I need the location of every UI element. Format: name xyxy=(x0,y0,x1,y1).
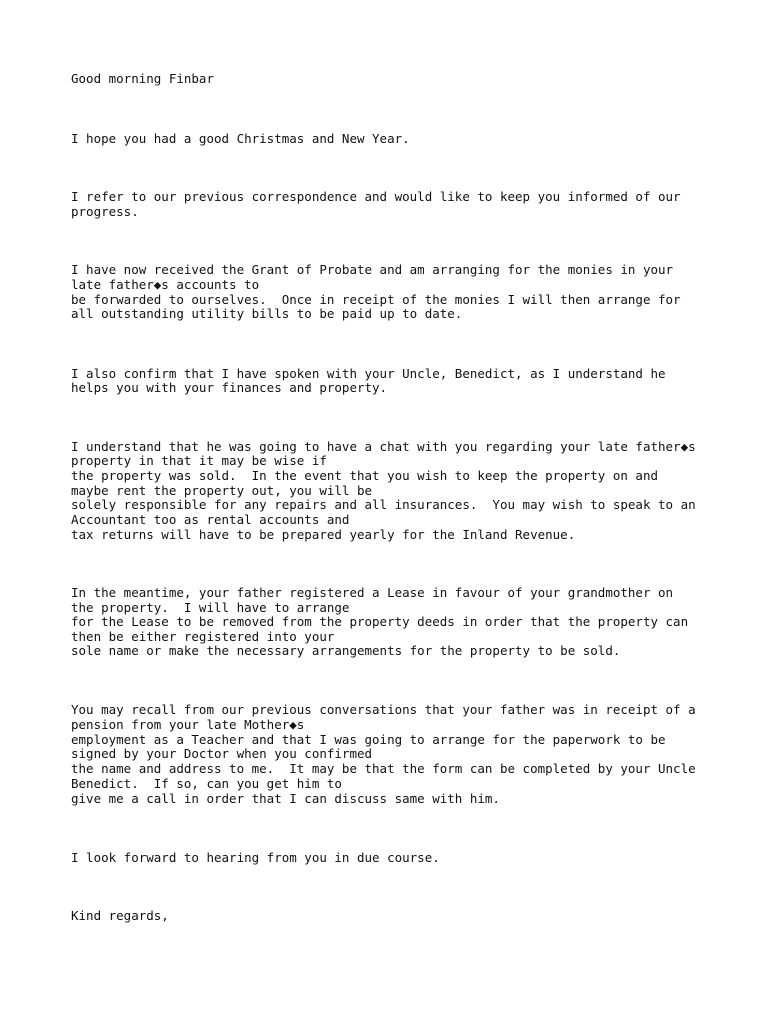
paragraph-7-line-5: the name and address to me. It may be that the form can be completed by your Uncle xyxy=(71,761,696,776)
paragraph-6-line-3: for the Lease to be removed from the property deeds in order that the property can xyxy=(71,614,689,629)
paragraph-3-line-3: be forwarded to ourselves. Once in receipt of the monies I will then arrange for xyxy=(71,292,681,307)
greeting: Good morning Finbar xyxy=(71,71,214,86)
paragraph-5-line-4: maybe rent the property out, you will be xyxy=(71,483,373,498)
paragraph-6-line-5: sole name or make the necessary arrangements for the property to be sold. xyxy=(71,643,621,658)
paragraph-7-line-4: signed by your Doctor when you confirmed xyxy=(71,746,373,761)
paragraph-7-line-1: You may recall from our previous conversations that your father was in receipt of a xyxy=(71,702,696,717)
paragraph-5-line-2: property in that it may be wise if xyxy=(71,453,327,468)
paragraph-5-line-1: I understand that he was going to have a chat with you regarding your late father◆s xyxy=(71,439,696,454)
paragraph-8-line-1: I look forward to hearing from you in due course. xyxy=(71,850,440,865)
paragraph-7-line-6: Benedict. If so, can you get him to xyxy=(71,776,342,791)
paragraph-6-line-4: then be either registered into your xyxy=(71,629,335,644)
paragraph-7-line-2: pension from your late Mother◆s xyxy=(71,717,305,732)
paragraph-6-line-1: In the meantime, your father registered a Lease in favour of your grandmother on xyxy=(71,585,674,600)
paragraph-4-line-1: I also confirm that I have spoken with your Uncle, Benedict, as I understand he xyxy=(71,366,666,381)
paragraph-7-line-3: employment as a Teacher and that I was going to arrange for the paperwork to be xyxy=(71,732,666,747)
paragraph-5-line-6: Accountant too as rental accounts and xyxy=(71,512,350,527)
paragraph-3-line-4: all outstanding utility bills to be paid up to date. xyxy=(71,306,463,321)
paragraph-5-line-7: tax returns will have to be prepared yearly for the Inland Revenue. xyxy=(71,527,576,542)
paragraph-1-line-1: I hope you had a good Christmas and New Year. xyxy=(71,131,410,146)
paragraph-2-line-1: I refer to our previous correspondence and would like to keep you informed of our xyxy=(71,189,681,204)
closing: Kind regards, xyxy=(71,908,169,923)
paragraph-4-line-2: helps you with your finances and property. xyxy=(71,380,388,395)
paragraph-5-line-5: solely responsible for any repairs and all insurances. You may wish to speak to an xyxy=(71,497,696,512)
paragraph-6-line-2: the property. I will have to arrange xyxy=(71,600,350,615)
paragraph-3-line-2: late father◆s accounts to xyxy=(71,277,260,292)
paragraph-5-line-3: the property was sold. In the event that you wish to keep the property on and xyxy=(71,468,658,483)
paragraph-7-line-7: give me a call in order that I can discuss same with him. xyxy=(71,791,500,806)
paragraph-3-line-1: I have now received the Grant of Probate and am arranging for the monies in your xyxy=(71,262,674,277)
paragraph-2-line-2: progress. xyxy=(71,204,139,219)
